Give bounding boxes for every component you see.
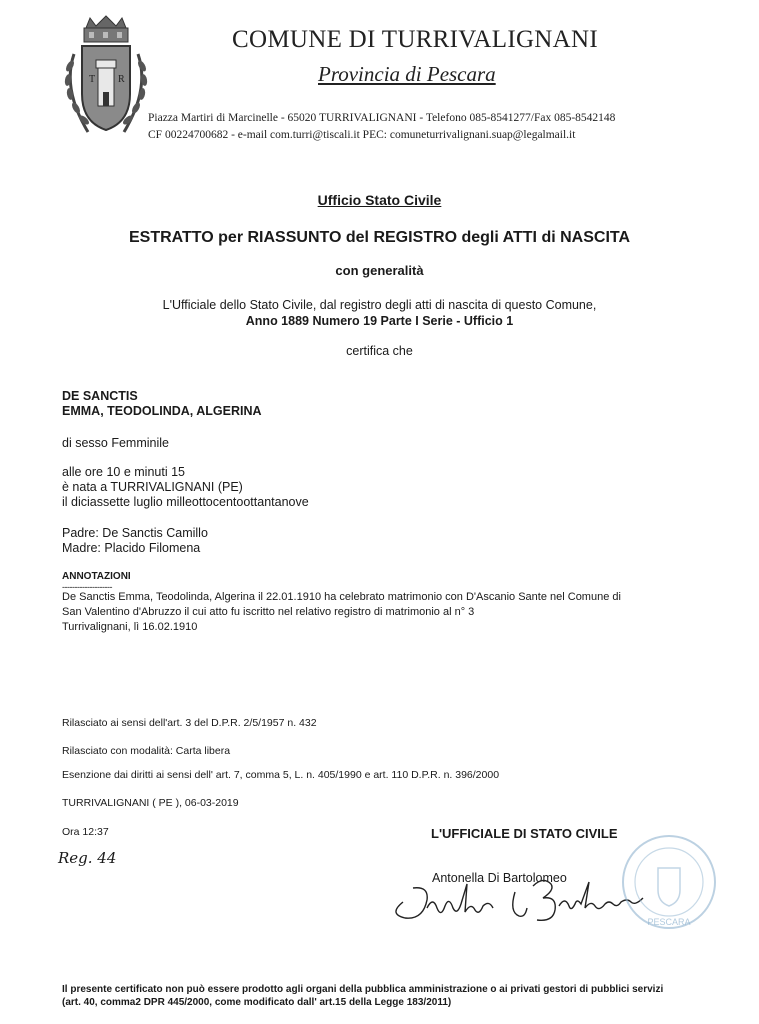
legal-modalita: Rilasciato con modalità: Carta libera	[62, 745, 231, 757]
svg-text:R: R	[118, 74, 125, 85]
legal-rilasciato: Rilasciato ai sensi dell'art. 3 del D.P.R. 2/5/1957 n. 432	[62, 717, 317, 729]
handwritten-reg-number: Reg. 44	[58, 849, 117, 867]
person-sex: di sesso Femminile	[62, 436, 169, 450]
person-given-names: EMMA, TEODOLINDA, ALGERINA	[62, 404, 262, 418]
father-name: Padre: De Sanctis Camillo	[62, 526, 208, 540]
svg-text:T: T	[89, 74, 96, 85]
officer-name: Antonella Di Bartolomeo	[432, 871, 567, 885]
birth-time: alle ore 10 e minuti 15	[62, 465, 185, 479]
footer-line-2: (art. 40, comma2 DPR 445/2000, come modificato dall' art.15 della Legge 183/2011)	[62, 997, 452, 1008]
registry-reference: Anno 1889 Numero 19 Parte I Serie - Ufficio 1	[245, 314, 514, 328]
official-stamp-icon	[614, 832, 724, 932]
officer-role: L'UFFICIALE DI STATO CIVILE	[431, 826, 618, 841]
issue-time: Ora 12:37	[62, 826, 109, 838]
office-heading-text: Ufficio Stato Civile	[317, 192, 442, 208]
document-title: ESTRATTO per RIASSUNTO del REGISTRO degli ATTI di NASCITA	[128, 229, 631, 246]
intro-text: L'Ufficiale dello Stato Civile, dal registro degli atti di nascita di questo Comune,	[162, 298, 597, 312]
place-date: TURRIVALIGNANI ( PE ), 06-03-2019	[62, 797, 239, 809]
comune-title: COMUNE DI TURRIVALIGNANI	[232, 26, 598, 53]
provincia-subtitle: Provincia di Pescara	[318, 62, 496, 86]
annotation-line-2: San Valentino d'Abruzzo il cui atto fu iscritto nel relativo registro di matrimonio al n° 3	[62, 606, 475, 618]
stamp-text: PESCARA	[647, 917, 691, 927]
municipal-crest-icon	[60, 14, 152, 144]
annotations-separator: --------------------	[62, 582, 112, 592]
birth-place: è nata a TURRIVALIGNANI (PE)	[62, 480, 243, 494]
legal-esenzione: Esenzione dai diritti ai sensi dell' art. 7, comma 5, L. n. 405/1990 e art. 110 D.P.R. n. 396/2000	[62, 769, 500, 781]
document-subtitle: con generalità	[335, 263, 424, 278]
address-line-2: CF 00224700682 - e-mail com.turri@tiscali.it PEC: comuneturrivalignani.suap@legalmail.it	[148, 129, 576, 141]
office-heading	[0, 192, 759, 208]
certifies-text: certifica che	[346, 344, 413, 358]
mother-name: Madre: Placido Filomena	[62, 541, 201, 555]
birth-date: il diciassette luglio milleottocentoottantanove	[62, 495, 309, 509]
footer-line-1: Il presente certificato non può essere prodotto agli organi della pubblica amministrazione o ai privati gestori di pubblici servizi	[62, 984, 664, 995]
person-surname: DE SANCTIS	[62, 389, 138, 403]
annotations-heading: ANNOTAZIONI	[62, 571, 131, 582]
address-line-1: Piazza Martiri di Marcinelle - 65020 TURRIVALIGNANI - Telefono 085-8541277/Fax 085-8542148	[148, 112, 616, 124]
annotation-line-3: Turrivalignani, lì 16.02.1910	[62, 621, 198, 633]
annotation-line-1: De Sanctis Emma, Teodolinda, Algerina il 22.01.1910 ha celebrato matrimonio con D'Ascanio Sante nel Comune di	[62, 591, 621, 603]
